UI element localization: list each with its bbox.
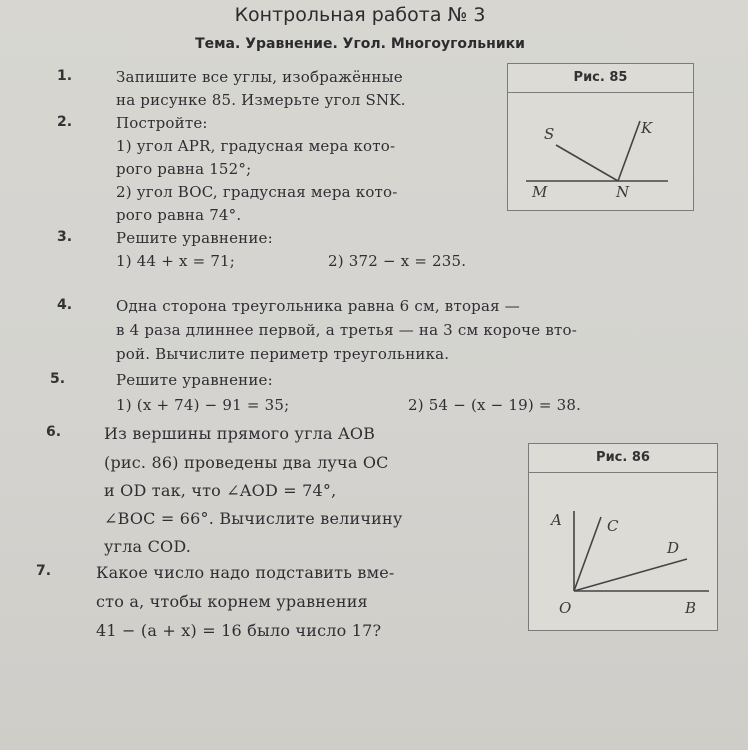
figure-85 [507, 63, 694, 211]
problem-7-line-3: 41 − (a + x) = 16 было число 17? [96, 621, 382, 640]
label-N: N [616, 183, 630, 201]
problem-6-line-4: ∠BOC = 66°. Вычислите величину [104, 509, 403, 528]
page-topic: Тема. Уравнение. Угол. Многоугольники [195, 36, 525, 52]
problem-4-line-3: рой. Вычислите периметр треугольника. [116, 345, 450, 363]
problem-2-line-5: рого равна 74°. [116, 206, 242, 224]
label-O: O [559, 599, 572, 617]
problem-7-number: 7. [36, 563, 52, 579]
problem-4-line-2: в 4 раза длиннее первой, а третья — на 3 см короче вто- [116, 321, 577, 339]
figure-86-caption: Рис. 86 [529, 444, 717, 473]
problem-6-line-1: Из вершины прямого угла AOB [104, 424, 376, 443]
label-C: C [607, 517, 619, 535]
label-K: K [641, 119, 653, 137]
ray-NK [618, 121, 640, 181]
problem-2-line-2: 1) угол APR, градусная мера кото- [116, 137, 396, 155]
problem-3-number: 3. [57, 229, 73, 245]
figure-86 [528, 443, 718, 631]
problem-7-line-2: сто a, чтобы корнем уравнения [96, 592, 368, 611]
problem-5-number: 5. [50, 371, 66, 387]
label-D: D [667, 539, 680, 557]
problem-6-line-2: (рис. 86) проведены два луча OC [104, 453, 389, 472]
problem-3-equation-2: 2) 372 − x = 235. [328, 252, 467, 270]
label-S: S [544, 125, 555, 143]
figure-85-drawing [508, 93, 693, 209]
figure-86-drawing [529, 473, 717, 629]
figure-85-caption: Рис. 85 [508, 64, 693, 93]
problem-5-intro: Решите уравнение: [116, 371, 273, 389]
problem-4-number: 4. [57, 297, 73, 313]
problem-2-line-3: рого равна 152°; [116, 160, 252, 178]
problem-2-line-4: 2) угол BOC, градусная мера кото- [116, 183, 398, 201]
problem-3-intro: Решите уравнение: [116, 229, 273, 247]
ray-NS [556, 145, 618, 181]
problem-4-line-1: Одна сторона треугольника равна 6 см, вторая — [116, 297, 520, 315]
problem-2-line-1: Постройте: [116, 114, 208, 132]
problem-5-equation-2: 2) 54 − (x − 19) = 38. [408, 396, 582, 414]
problem-6-line-3: и OD так, что ∠AOD = 74°, [104, 481, 337, 500]
ray-OD [574, 559, 687, 591]
problem-3-equation-1: 1) 44 + x = 71; [116, 252, 236, 270]
label-M: M [532, 183, 548, 201]
ray-OC [574, 517, 601, 591]
problem-6-line-5: угла COD. [104, 537, 192, 556]
problem-2-number: 2. [57, 114, 73, 130]
problem-1-line-2: на рисунке 85. Измерьте угол SNK. [116, 91, 406, 109]
problem-1-number: 1. [57, 68, 73, 84]
problem-1-line-1: Запишите все углы, изображённые [116, 68, 403, 86]
label-A: A [551, 511, 562, 529]
problem-5-equation-1: 1) (x + 74) − 91 = 35; [116, 396, 290, 414]
problem-6-number: 6. [46, 424, 62, 440]
label-B: B [685, 599, 697, 617]
problem-7-line-1: Какое число надо подставить вме- [96, 563, 395, 582]
page-title: Контрольная работа № 3 [234, 4, 486, 26]
